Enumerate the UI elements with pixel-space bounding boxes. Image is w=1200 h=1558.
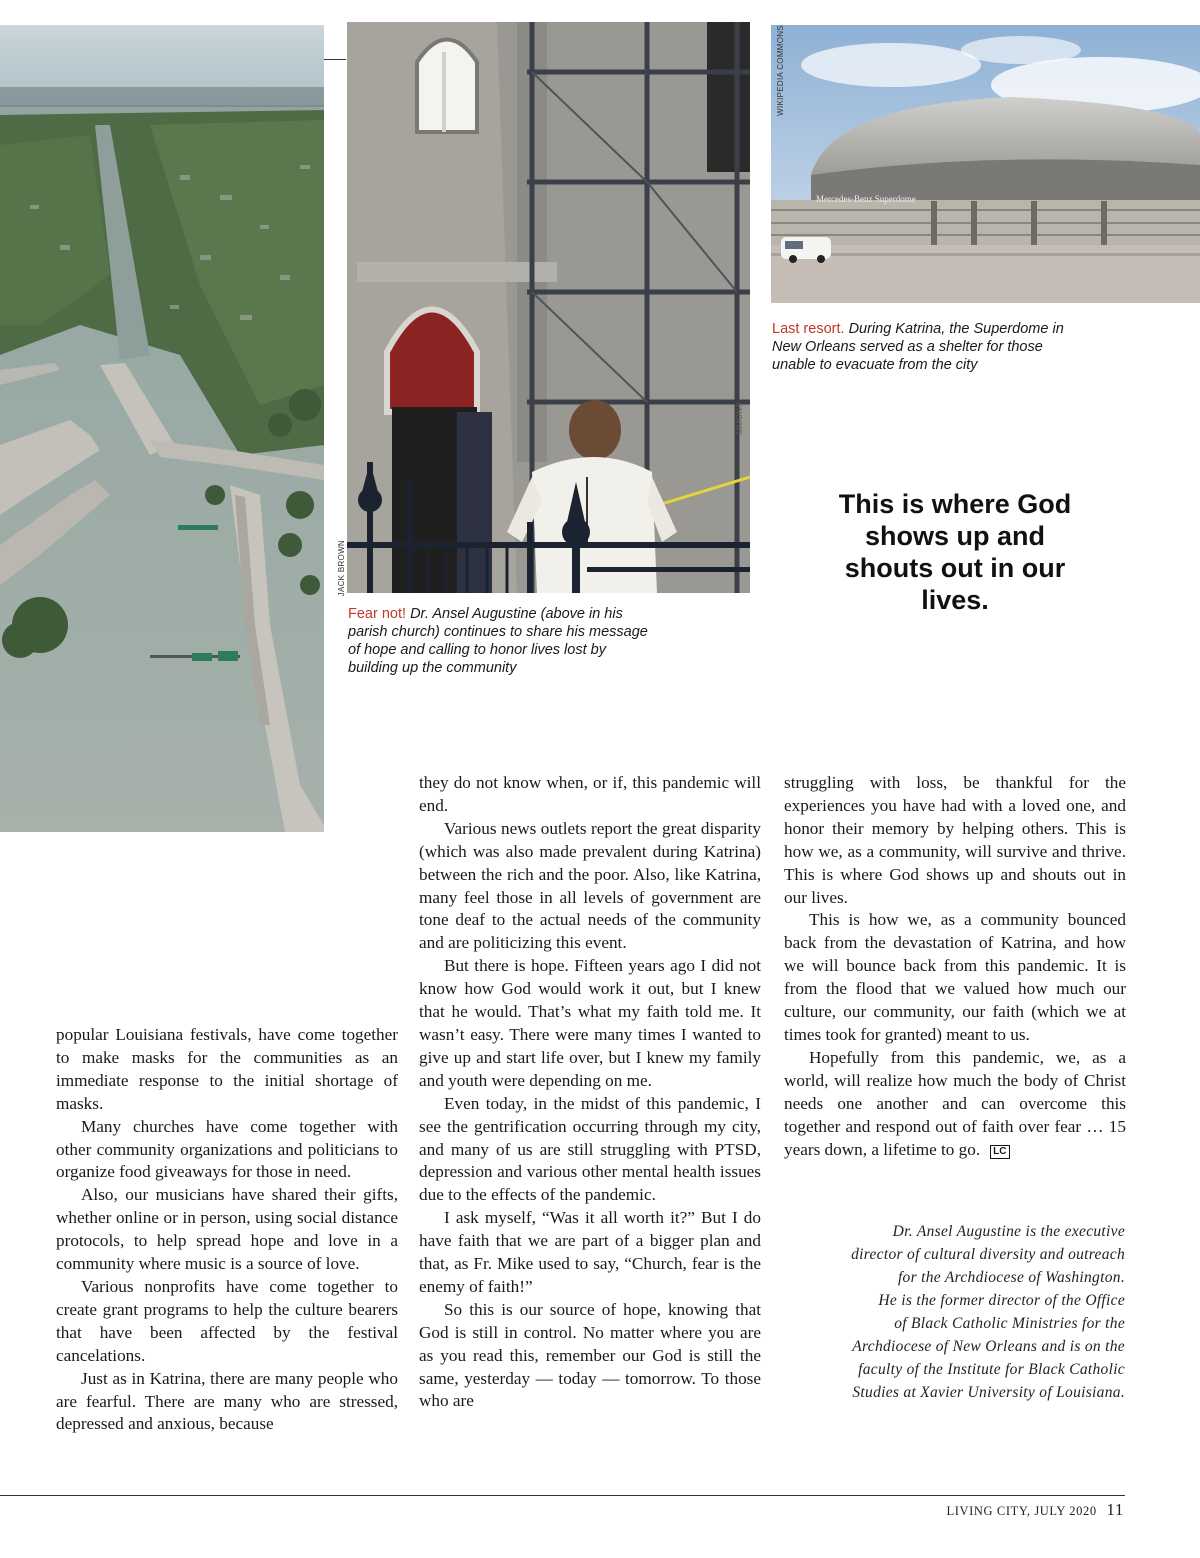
col2-paragraph: I ask myself, “Was it all worth it?” But I do have faith that we are part of a bigger plan and that, as Fr. Mike used to say, “Church, fear is the enemy of faith!” bbox=[419, 1208, 761, 1296]
column-3 bbox=[784, 772, 1126, 1161]
col2-paragraph: Even today, in the midst of this pandemic, I see the gentrification occurring through my city, and many of us are still struggling with PTSD, depression and various other mental health issues due to the effects of the pandemic. bbox=[419, 1093, 761, 1205]
bio-line: of Black Catholic Ministries for the bbox=[894, 1315, 1125, 1332]
bio-line: director of cultural diversity and outreach bbox=[851, 1246, 1125, 1263]
col3-paragraph bbox=[784, 1047, 1126, 1162]
church-caption bbox=[348, 605, 648, 677]
col3-paragraph: This is how we, as a community bounced back from the devastation of Katrina, and how we will bounce back from this pandemic. It is from the flood that we valued how much our culture, our community, our faith (which we at times took for granted) meant to us. bbox=[784, 910, 1126, 1044]
col2-paragraph: So this is our source of hope, knowing that God is still in control. No matter where you are as you read this, remember our God is still the same, yesterday — today — tomorrow. To those who are bbox=[419, 1299, 761, 1411]
superdome-photo bbox=[771, 25, 1200, 303]
bio-line: Dr. Ansel Augustine is the executive bbox=[892, 1223, 1125, 1240]
column-1 bbox=[56, 1024, 398, 1436]
col1-paragraph: Just as in Katrina, there are many people who are fearful. There are many who are stressed, depressed and anxious, because bbox=[56, 1368, 398, 1434]
col1-paragraph: popular Louisiana festivals, have come together to make masks for the communities as an immediate response to the initial shortage of masks. bbox=[56, 1025, 398, 1113]
col1-paragraph: Also, our musicians have shared their gifts, whether online or in person, using social distance protocols, to help spread hope and love in a community where music is a source of love. bbox=[56, 1185, 398, 1274]
pull-quote: This is where God shows up and shouts out in our lives. bbox=[838, 489, 1072, 615]
column-2 bbox=[419, 772, 761, 1413]
col2-paragraph: they do not know when, or if, this pandemic will end. bbox=[419, 773, 761, 815]
footer-publication: LIVING CITY, JULY 2020 bbox=[946, 1504, 1097, 1518]
church-caption-body: Dr. Ansel Augustine (above in his parish church) continues to share his message of hope and calling to honor lives lost by building up the community bbox=[348, 606, 648, 676]
end-mark-icon: LC bbox=[990, 1145, 1009, 1159]
col3-paragraph: struggling with loss, be thankful for the experiences you have had with a loved one, and honor their memory by helping others. This is how we, as a community, will survive and thrive. This is where God shows up and shouts out in our lives. bbox=[784, 773, 1126, 907]
col1-paragraph: Many churches have come together with other community organizations and politicians to organize food giveaways for those in need. bbox=[56, 1116, 398, 1182]
flood-photo bbox=[0, 25, 324, 832]
superdome-photo-credit: WIKIPEDIA COMMONS bbox=[776, 25, 785, 116]
page-footer bbox=[947, 1500, 1124, 1520]
superdome-sign: Mercedes-Benz Superdome bbox=[816, 194, 916, 204]
footer-rule bbox=[0, 1495, 1125, 1496]
bio-line: faculty of the Institute for Black Catholic bbox=[858, 1361, 1125, 1378]
superdome-caption-lead: Last resort. bbox=[772, 321, 845, 337]
col2-paragraph: But there is hope. Fifteen years ago I did not know how God would work it out, but I knew that he would. That’s what my faith told me. It wasn’t easy. There were many times I wanted to give up and start life over, but I knew my family and youth were depending on me. bbox=[419, 956, 761, 1090]
bio-line: for the Archdiocese of Washington. bbox=[897, 1269, 1125, 1286]
col3-final-text: Hopefully from this pandemic, we, as a world, will realize how much the body of Christ needs one another and can overcome this together and respond out of faith over fear … 15 years down, a lifetime to go. bbox=[784, 1047, 1126, 1159]
church-photo-credit-fragment: MMONS bbox=[735, 402, 744, 435]
page-number: 11 bbox=[1106, 1500, 1124, 1519]
church-photo bbox=[347, 22, 750, 593]
photo-separator-rule bbox=[324, 59, 346, 60]
bio-line: He is the former director of the Office bbox=[878, 1292, 1125, 1309]
col1-paragraph: Various nonprofits have come together to create grant programs to help the culture bearers that have been affected by the festival cancelations. bbox=[56, 1276, 398, 1365]
church-photo-credit: JACK BROWN bbox=[337, 540, 346, 597]
superdome-caption bbox=[772, 320, 1082, 374]
col2-paragraph: Various news outlets report the great disparity (which was also made prevalent during Katrina) between the rich and the poor. Also, like Katrina, many feel those in all levels of government are tone deaf to the actual needs of the community and are politicizing this event. bbox=[419, 818, 761, 953]
bio-line: Studies at Xavier University of Louisiana. bbox=[852, 1384, 1125, 1401]
church-caption-lead: Fear not! bbox=[348, 606, 407, 622]
bio-line: Archdiocese of New Orleans and is on the bbox=[852, 1338, 1125, 1355]
superdome-caption-body: During Katrina, the Superdome in New Orleans served as a shelter for those unable to evacuate from the city bbox=[772, 321, 1064, 373]
author-bio bbox=[790, 1220, 1125, 1404]
